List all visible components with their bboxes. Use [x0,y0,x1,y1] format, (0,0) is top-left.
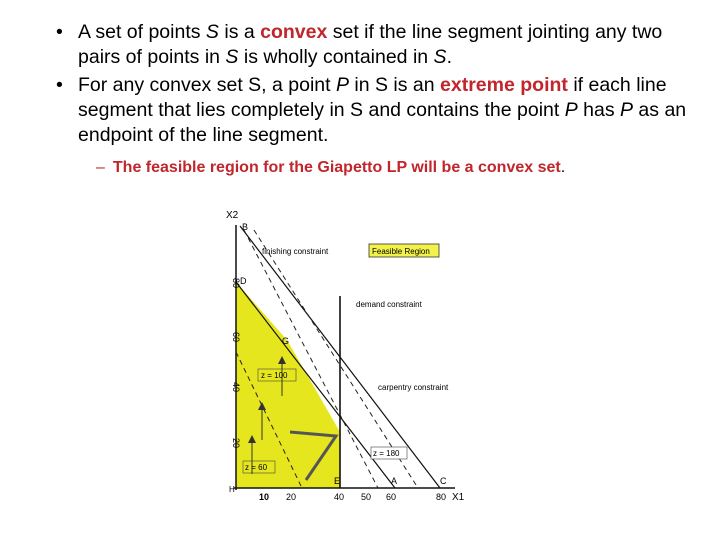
text: has [577,99,620,121]
sub-bullet-text: The feasible region for the Giapetto LP will be a convex set [112,159,561,176]
demand-constraint-label: demand constraint [356,300,422,309]
point-label-e: E [334,476,341,486]
y-axis-label: X2 [226,210,239,221]
x-tick-label: 80 [436,492,447,502]
text: if each line segment that lies completely in S and contains the point [78,74,667,121]
x-tick-label: 50 [361,492,372,502]
x-tick-label: 60 [386,492,397,502]
y-tick-label: 40 [231,382,241,393]
var-s: S [433,46,447,68]
y-tick-label: 20 [231,438,241,449]
var-p: P [564,99,578,121]
x-tick-label: 20 [286,492,297,502]
finishing-constraint-label: finishing constraint [262,247,329,256]
isoprofit-label-z100: z = 100 [261,371,288,380]
bullet-marker: • [56,21,63,43]
point-label-d: D [240,276,247,286]
bullet-marker: • [56,74,63,96]
x-axis-label: X1 [452,492,465,503]
feasible-region-legend-label: Feasible Region [372,247,430,256]
y-tick-label: 80 [231,278,241,289]
isoprofit-label-z60: z = 60 [245,463,268,472]
sub-bullet-period: . [560,159,566,176]
text: . [446,46,452,68]
point-label-c: C [440,476,447,486]
text: A set of points [78,21,206,43]
x-tick-label: 10 [259,492,270,502]
text: is a [218,21,261,43]
var-p: P [620,99,634,121]
var-s: S [205,21,219,43]
text: is wholly contained in [238,46,434,68]
keyword-extreme-point: extreme point [440,74,568,96]
text: in S is an [348,74,441,96]
text: For any convex set S, a point [78,74,336,96]
carpentry-constraint-label: carpentry constraint [378,383,449,392]
var-p: P [335,74,349,96]
point-label-b: B [242,222,249,232]
isoprofit-label-z180: z = 180 [373,449,400,458]
point-label-a: A [391,476,398,486]
var-s: S [225,46,239,68]
text: as an endpoint of the line segment. [78,99,687,146]
keyword-convex: convex [260,21,328,43]
x-tick-label: 40 [334,492,345,502]
text: set if the line segment jointing any two pairs of points in [78,21,663,68]
sub-bullet-marker: – [96,159,105,176]
y-tick-label: 60 [231,332,241,343]
point-label-h: H [229,485,235,494]
point-label-g: G [282,336,290,346]
